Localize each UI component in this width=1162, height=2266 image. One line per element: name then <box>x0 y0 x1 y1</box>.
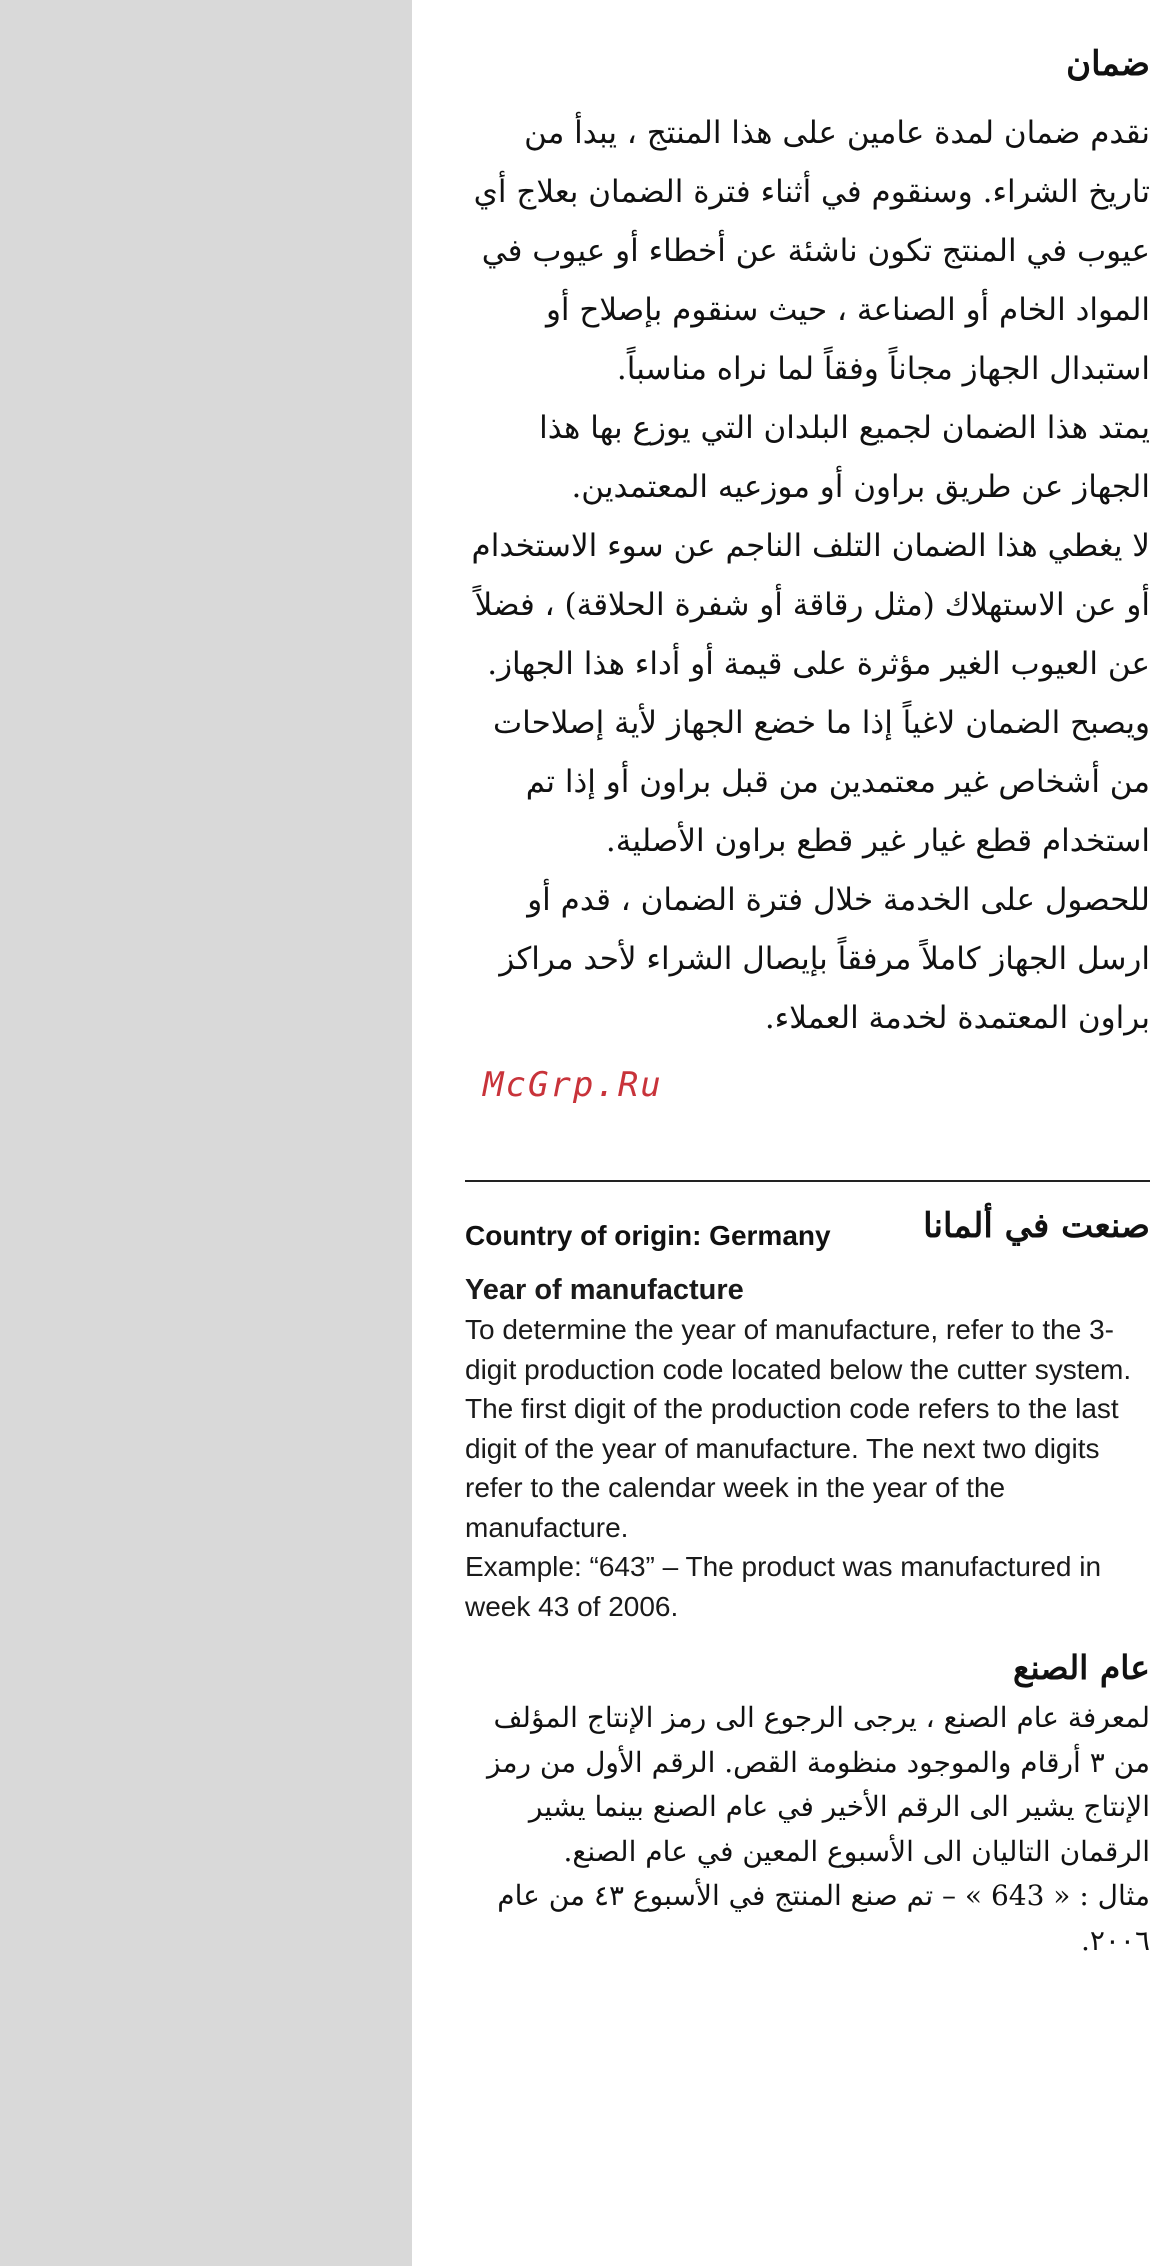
page-content <box>465 0 1150 2266</box>
warranty-paragraph: نقدم ضمان لمدة عامين على هذا المنتج ، يبدأ من تاريخ الشراء. وسنقوم في أثناء فترة الضمان بعلاج أي عيوب في المنتج تكون ناشئة عن أخطاء أو عيوب في المواد الخام أو الصناعة ، حيث سنقوم بإصلاح أو استبدال الجهاز مجاناً وفقاً لما نراه مناسباً. <box>473 115 1150 387</box>
year-of-manufacture-paragraph-arabic: لمعرفة عام الصنع ، يرجى الرجوع الى رمز الإنتاج المؤلف من ٣ أرقام والموجود منظومة القص. الرقم الأول من رمز الإنتاج يشير الى الرقم الأخير في عام الصنع بينما يشير الرقمان التاليان الى الأسبوع المعين في عام الصنع. <box>487 1701 1150 1868</box>
year-of-manufacture-paragraph: To determine the year of manufacture, refer to the 3-digit production code located below the cutter system. The first digit of the production code refers to the last digit of the year of manufacture. The next two digits refer to the calendar week in the year of the manufacture. <box>465 1314 1132 1543</box>
gray-margin-band <box>0 0 412 2266</box>
watermark-text: McGrp.Ru <box>483 1065 663 1105</box>
warranty-paragraph: لا يغطي هذا الضمان التلف الناجم عن سوء الاستخدام أو عن الاستهلاك (مثل رقاقة أو شفرة الحلاقة) ، فضلاً عن العيوب الغير مؤثرة على قيمة أو أداء هذا الجهاز. ويصبح الضمان لاغياً إذا ما خضع الجهاز لأية إصلاحات من أشخاص غير معتمدين من قبل براون أو إذا تم استخدام قطع غيار غير قطع براون الأصلية. <box>471 528 1150 859</box>
warranty-body-arabic <box>465 104 1150 1048</box>
warranty-paragraph: للحصول على الخدمة خلال فترة الضمان ، قدم أو ارسل الجهاز كاملاً مرفقاً بإيصال الشراء لأحد مراكز براون المعتمدة لخدمة العملاء. <box>499 882 1150 1036</box>
year-of-manufacture-example: Example: “643” – The product was manufactured in week 43 of 2006. <box>465 1551 1102 1622</box>
country-of-origin-row <box>465 1206 1150 1266</box>
year-of-manufacture-example-arabic: مثال : « 643 » – تم صنع المنتج في الأسبوع ٤٣ من عام ٢٠٠٦. <box>497 1879 1150 1957</box>
section-divider <box>465 1180 1150 1182</box>
country-of-origin-english: Country of origin: Germany <box>465 1220 831 1251</box>
country-of-origin-arabic: صنعت في ألمانا <box>923 1206 1150 1246</box>
warranty-heading-arabic: ضمان <box>1066 44 1150 84</box>
year-of-manufacture-english <box>465 1270 1155 1626</box>
year-of-manufacture-heading: Year of manufacture <box>465 1274 744 1306</box>
year-of-manufacture-arabic <box>465 1640 1150 1963</box>
year-of-manufacture-heading-arabic: عام الصنع <box>1012 1648 1150 1687</box>
warranty-paragraph: يمتد هذا الضمان لجميع البلدان التي يوزع بها هذا الجهاز عن طريق براون أو موزعيه المعتمدين. <box>539 410 1150 505</box>
